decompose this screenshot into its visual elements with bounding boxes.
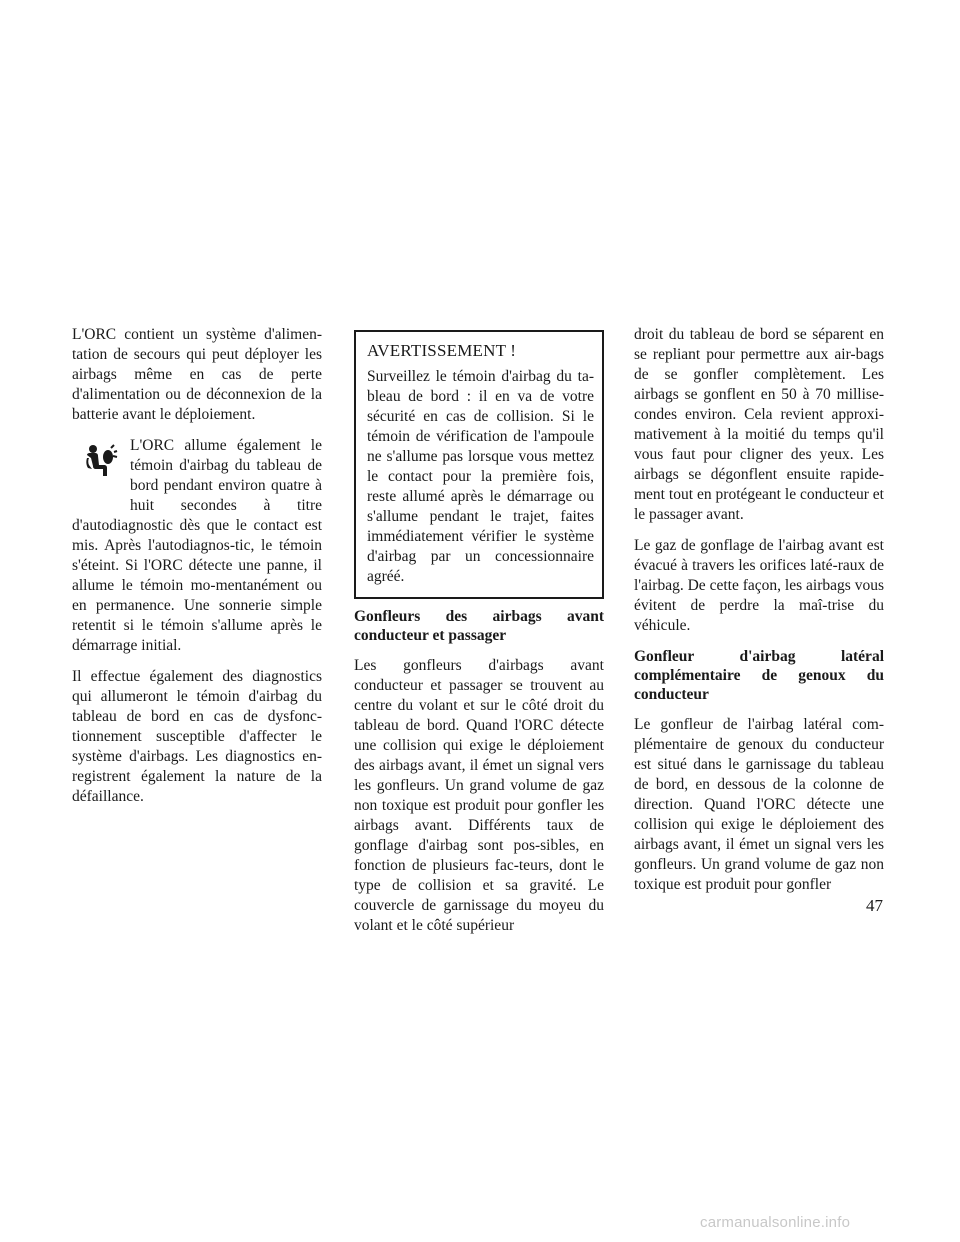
column-left: [72, 325, 322, 818]
warning-box: [354, 330, 604, 599]
column-right: [634, 325, 884, 906]
section-heading-front-inflators: Gonfleurs des airbags avant conducteur et passager: [354, 608, 604, 644]
watermark: carmanualsonline.info: [700, 1214, 851, 1231]
section-heading-knee-airbag: Gonfleur d'airbag latéral complémentaire de genoux du conducteur: [634, 648, 884, 703]
paragraph-gas-vent: Le gaz de gonflage de l'airbag avant est évacué à travers les orifices laté-raux de l'airbag. De cette façon, les airbags vous évitent de perdre la maî-trise du véhicule.: [634, 537, 884, 634]
warning-text: Surveillez le témoin d'airbag du ta-bleau de bord : il en va de votre sécurité en cas de collision. Si le témoin de vérification de l'ampoule ne s'allume pas lorsque vous mettez le contact pour la première fois, reste allumé après le démarrage ou s'allume pendant le trajet, faites immédiatement vérifier le système d'airbag par un concessionnaire agréé.: [367, 368, 594, 585]
paragraph-backup-power: L'ORC contient un système d'alimen-tation de secours qui peut déployer les airbags même en cas de perte d'alimentation ou de déconnexion de la batterie avant le déploiement.: [72, 326, 322, 423]
paragraph-inflation-time: droit du tableau de bord se séparent en se repliant pour permettre aux air-bags de se gonfler complètement. Les airbags se gonflent en 50 à 70 millise-condes environ. Cela revient approxi-mativement à la moitié du temps qu'il vous faut pour cligner des yeux. Les airbags se dégonflent ensuite rapide-ment tout en protégeant le conducteur et le passager avant.: [634, 326, 884, 523]
paragraph-self-test: L'ORC allume également le témoin d'airbag du tableau de bord pendant environ quatre à huit secondes à titre d'autodiagnostic dès que le contact est mis. Après l'autodiagnos-tic, le témoin s'éteint. Si l'ORC détecte une panne, il allume le témoin mo-mentanément ou en permanence. Une sonnerie simple retentit si le témoin s'allume après le démarrage initial.: [72, 437, 322, 654]
page-number: 47: [866, 896, 883, 915]
paragraph-diagnostics: Il effectue également des diagnostics qui allumeront le témoin d'airbag du tableau de bord en cas de dysfonc-tionnement susceptible d'affecter le système d'airbags. Les diagnostics en-registrent également la nature de la défaillance.: [72, 668, 322, 805]
paragraph-knee-airbag: Le gonfleur de l'airbag latéral com-plémentaire de genoux du conducteur est situé dans le garnissage du tableau de bord, en dessous de la colonne de direction. Quand l'ORC détecte une collision qui exige le déploiement des airbags avant, il émet un signal vers les gonfleurs. Un grand volume de gaz non toxique est produit pour gonfler: [634, 716, 884, 893]
column-middle: [354, 330, 604, 947]
paragraph-front-inflators: Les gonfleurs d'airbags avant conducteur et passager se trouvent au centre du volant et sur le côté droit du tableau de bord. Quand l'ORC détecte une collision qui exige le déploiement des airbags avant, il émet un signal vers les gonfleurs. Un grand volume de gaz non toxique est produit pour gonfler les airbags avant. Différents taux de gonflage d'airbag sont pos-sibles, en fonction de plusieurs fac-teurs, dont le type de collision et sa gravité. Le couvercle de garnissage du moyeu du volant et le côté supérieur: [354, 657, 604, 934]
airbag-warning-icon: [72, 436, 130, 498]
warning-title: AVERTISSEMENT !: [367, 341, 517, 360]
